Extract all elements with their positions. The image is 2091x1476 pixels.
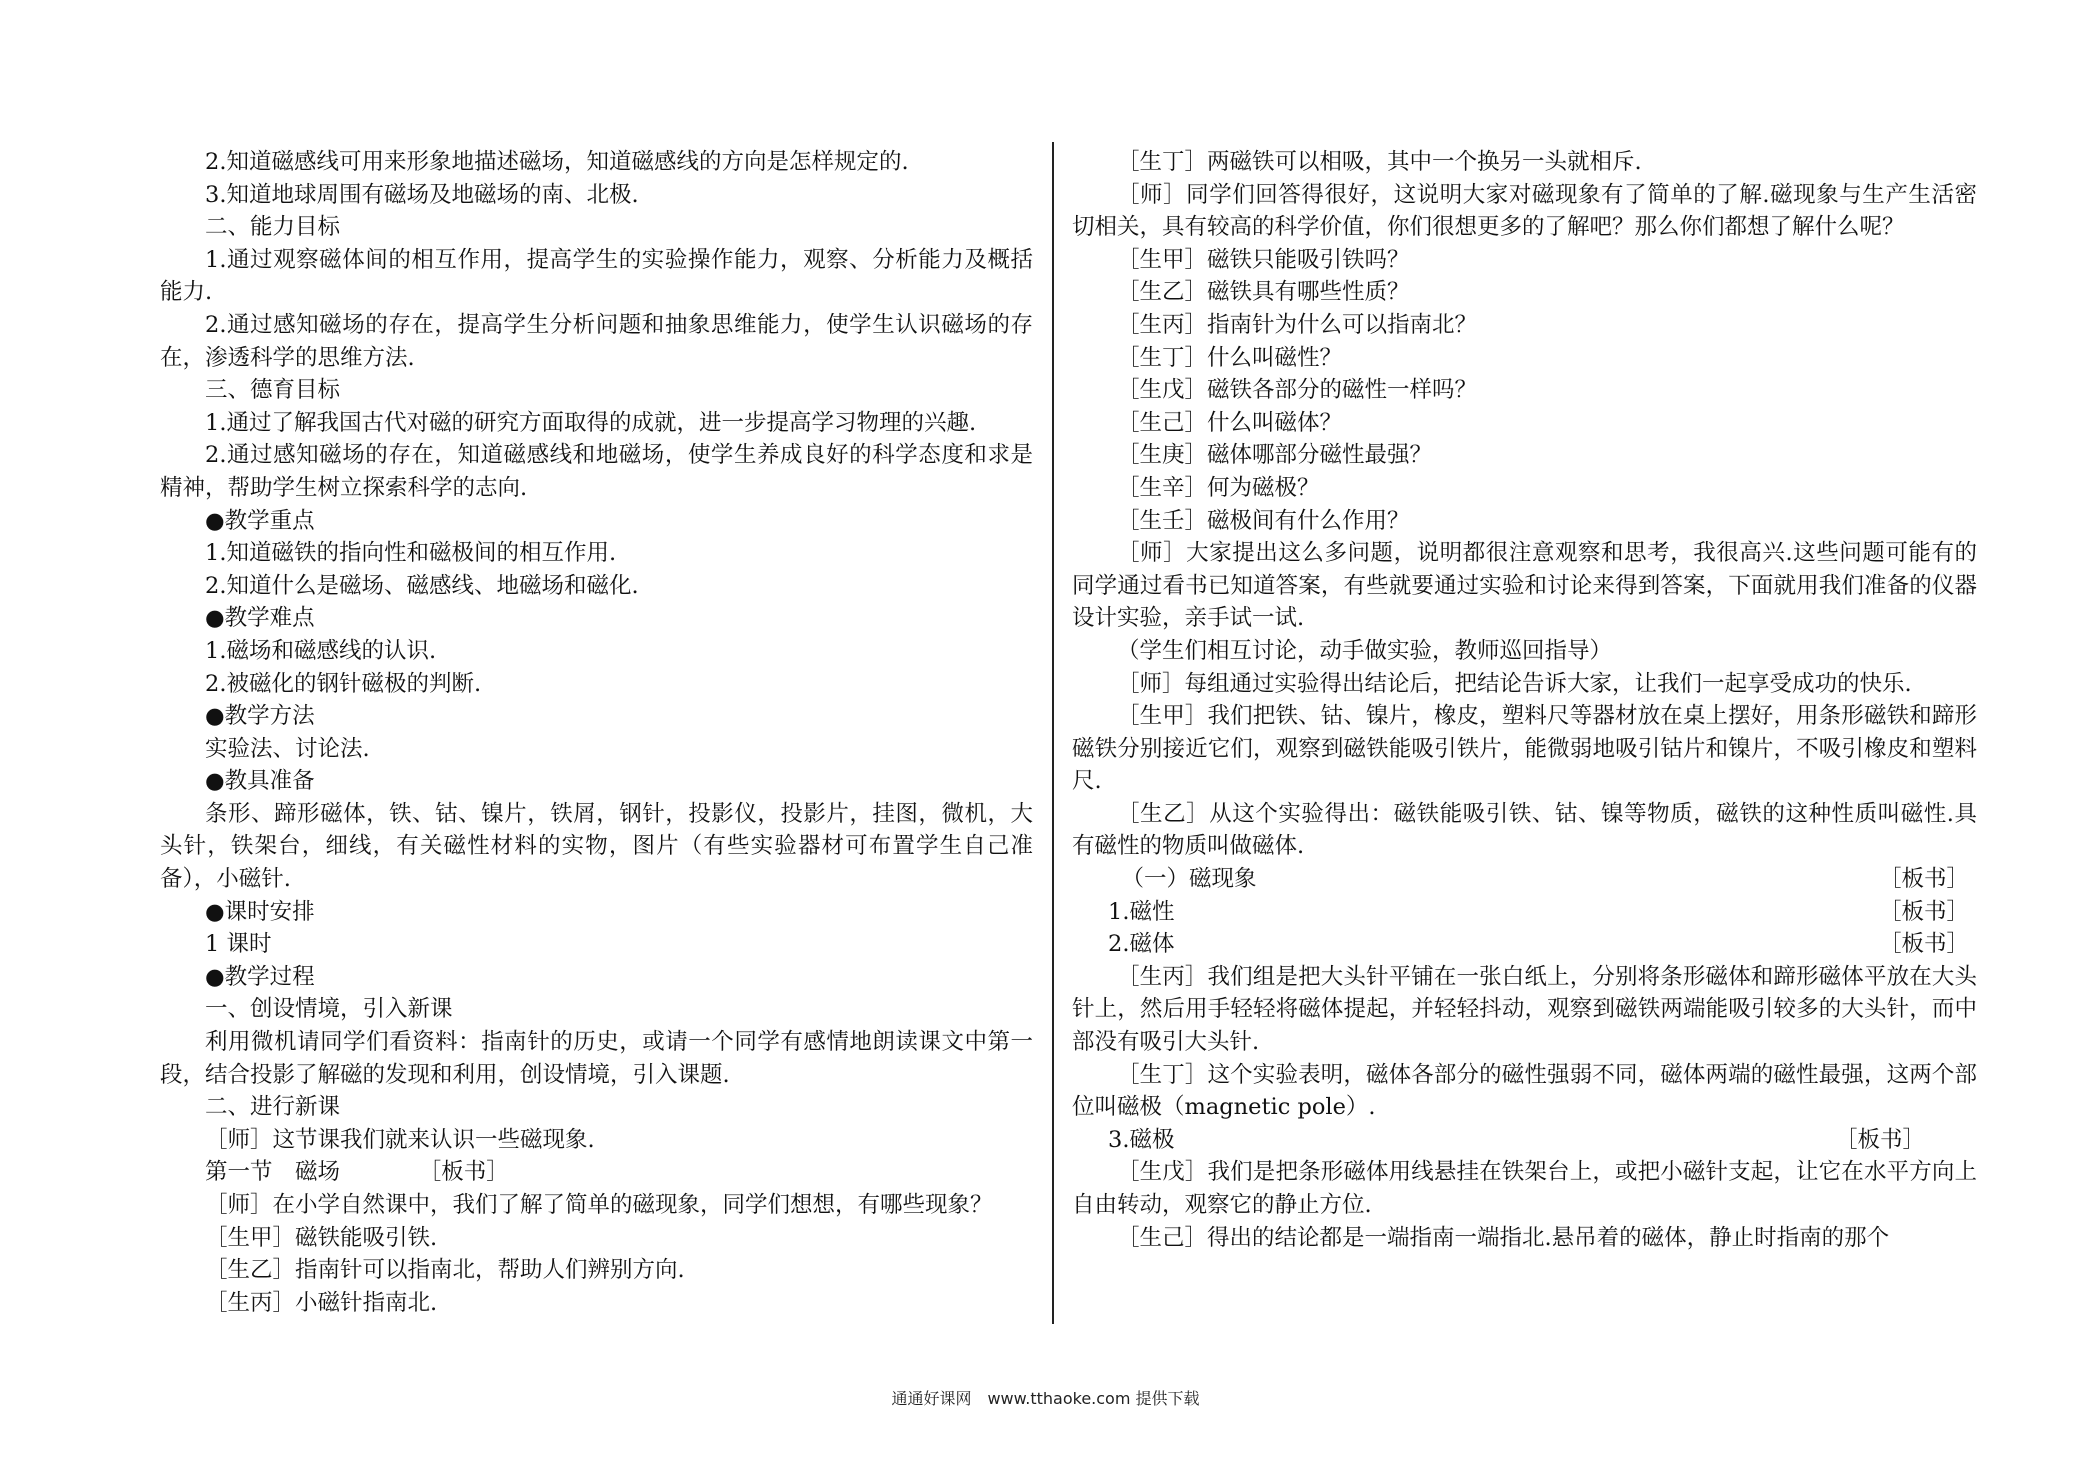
paragraph: ［师］大家提出这么多问题，说明都很注意观察和思考，我很高兴.这些问题可能有的同学通过看书已知道答案，有些就要通过实验和讨论来得到答案，下面就用我们准备的仪器设计实验，亲手试一试. <box>1072 540 1977 632</box>
paragraph: ［生戊］磁铁各部分的磁性一样吗？ <box>1117 377 1478 404</box>
paragraph: ［生甲］我们把铁、钴、镍片，橡皮，塑料尺等器材放在桌上摆好，用条形磁铁和蹄形磁铁分别接近它们，观察到磁铁能吸引铁片，能微弱地吸引钴片和镍片，不吸引橡皮和塑料尺. <box>1072 703 1977 795</box>
paragraph: 实验法、讨论法. <box>205 735 370 762</box>
paragraph: 1.磁场和磁感线的认识. <box>205 637 437 664</box>
paragraph: 二、进行新课 <box>205 1094 341 1121</box>
paragraph: ［生丁］两磁铁可以相吸，其中一个换另一头就相斥. <box>1117 149 1642 175</box>
board-note-tag: ［板书］ <box>1878 931 1969 958</box>
paragraph: 1.通过观察磁体间的相互作用，提高学生的实验操作能力，观察、分析能力及概括能力. <box>160 246 1033 306</box>
paragraph: ［生丙］我们组是把大头针平铺在一张白纸上，分别将条形磁体和蹄形磁体平放在大头针上，然后用手轻轻将磁体提起，并轻轻抖动，观察到磁铁两端能吸引较多的大头针，而中部没有吸引大头针. <box>1072 963 1977 1056</box>
paragraph: ［生壬］磁极间有什么作用？ <box>1117 507 1410 534</box>
board-heading-label: 2.磁体 <box>1108 931 1175 958</box>
paragraph: ●教学过程 <box>205 963 315 990</box>
paragraph: 第一节 磁场 ［板书］ <box>205 1159 509 1186</box>
paragraph: ［师］在小学自然课中，我们了解了简单的磁现象，同学们想想，有哪些现象？ <box>205 1192 993 1218</box>
paragraph: ［生庚］磁体哪部分磁性最强？ <box>1117 442 1433 469</box>
left-column <box>160 146 1033 1319</box>
board-heading-row <box>1072 928 1977 961</box>
right-column <box>1072 146 1977 1254</box>
board-note-tag: ［板书］ <box>1878 898 1969 925</box>
paragraph: 2.通过感知磁场的存在，提高学生分析问题和抽象思维能力，使学生认识磁场的存在，渗透科学的思维方法. <box>160 311 1033 371</box>
paragraph: ●教学重点 <box>205 507 315 534</box>
paragraph: ［师］同学们回答得很好，这说明大家对磁现象有了简单的了解.磁现象与生产生活密切相关，具有较高的科学价值，你们很想更多的了解吧？那么你们都想了解什么呢？ <box>1072 181 1977 241</box>
paragraph: ［生丙］小磁针指南北. <box>205 1289 438 1316</box>
paragraph: ［生己］什么叫磁体？ <box>1117 409 1343 436</box>
paragraph: ［生丁］这个实验表明，磁体各部分的磁性强弱不同，磁体两端的磁性最强，这两个部位叫磁极（magnetic pole）. <box>1072 1061 1977 1121</box>
board-note-tag: ［板书］ <box>1834 1126 1925 1153</box>
board-note-tag: ［板书］ <box>1878 866 1969 893</box>
paragraph: 二、能力目标 <box>205 214 341 241</box>
board-heading-label: （一）磁现象 <box>1121 866 1257 893</box>
paragraph: ［生戊］我们是把条形磁体用线悬挂在铁架台上，或把小磁针支起，让它在水平方向上自由转动，观察它的静止方位. <box>1072 1159 1977 1218</box>
paragraph: 2.知道什么是磁场、磁感线、地磁场和磁化. <box>205 572 639 599</box>
paragraph: 1.通过了解我国古代对磁的研究方面取得的成就，进一步提高学习物理的兴趣. <box>205 409 977 436</box>
paragraph: 一、创设情境，引入新课 <box>205 996 453 1023</box>
paragraph: 3.知道地球周围有磁场及地磁场的南、北极. <box>205 181 639 208</box>
paragraph: 2.通过感知磁场的存在，知道磁感线和地磁场，使学生养成良好的科学态度和求是精神，帮助学生树立探索科学的志向. <box>160 442 1033 501</box>
paragraph: ［师］每组通过实验得出结论后，把结论告诉大家，让我们一起享受成功的快乐. <box>1117 670 1912 697</box>
paragraph: ［生乙］指南针可以指南北，帮助人们辨别方向. <box>205 1257 685 1284</box>
board-heading-row <box>1072 863 1977 896</box>
paragraph: ●教学难点 <box>205 605 315 632</box>
paragraph: ［生甲］磁铁能吸引铁. <box>205 1224 438 1251</box>
paragraph: ［生乙］从这个实验得出：磁铁能吸引铁、钴、镍等物质，磁铁的这种性质叫磁性.具有磁性的物质叫做磁体. <box>1072 800 1977 860</box>
board-heading-label: 3.磁极 <box>1108 1126 1175 1153</box>
paragraph: 1.知道磁铁的指向性和磁极间的相互作用. <box>205 540 617 567</box>
paragraph: ［生甲］磁铁只能吸引铁吗？ <box>1117 246 1410 273</box>
paragraph: 条形、蹄形磁体，铁、钴、镍片，铁屑，钢针，投影仪，投影片，挂图，微机，大头针，铁架台，细线，有关磁性材料的实物，图片（有些实验器材可布置学生自己准备），小磁针. <box>160 800 1033 893</box>
paragraph: ●教学方法 <box>205 703 315 730</box>
paragraph: 利用微机请同学们看资料：指南针的历史，或请一个同学有感情地朗读课文中第一段，结合投影了解磁的发现和利用，创设情境，引入课题. <box>160 1029 1033 1088</box>
board-heading-row <box>1072 896 1977 929</box>
paragraph: 2.被磁化的钢针磁极的判断. <box>205 670 482 697</box>
paragraph: （学生们相互讨论，动手做实验，教师巡回指导） <box>1117 637 1613 664</box>
paragraph: ［生丁］什么叫磁性？ <box>1117 344 1343 371</box>
paragraph: ［师］这节课我们就来认识一些磁现象. <box>205 1126 595 1153</box>
paragraph: 1 课时 <box>205 931 272 958</box>
paragraph: ●教具准备 <box>205 768 315 795</box>
board-heading-label: 1.磁性 <box>1108 898 1175 925</box>
paragraph: ［生丙］指南针为什么可以指南北？ <box>1117 311 1478 338</box>
paragraph: ［生辛］何为磁极？ <box>1117 474 1320 501</box>
board-heading-row <box>1072 1124 1977 1157</box>
paragraph: 2.知道磁感线可用来形象地描述磁场，知道磁感线的方向是怎样规定的. <box>205 149 909 175</box>
paragraph: ［生己］得出的结论都是一端指南一端指北.悬吊着的磁体，静止时指南的那个 <box>1117 1224 1890 1251</box>
column-divider <box>1052 142 1054 1324</box>
paragraph: 三、德育目标 <box>205 377 341 404</box>
footer-credit: 通通好课网 www.tthaoke.com 提供下载 <box>891 1389 1200 1408</box>
paragraph: ●课时安排 <box>205 898 315 925</box>
paragraph: ［生乙］磁铁具有哪些性质？ <box>1117 279 1410 306</box>
